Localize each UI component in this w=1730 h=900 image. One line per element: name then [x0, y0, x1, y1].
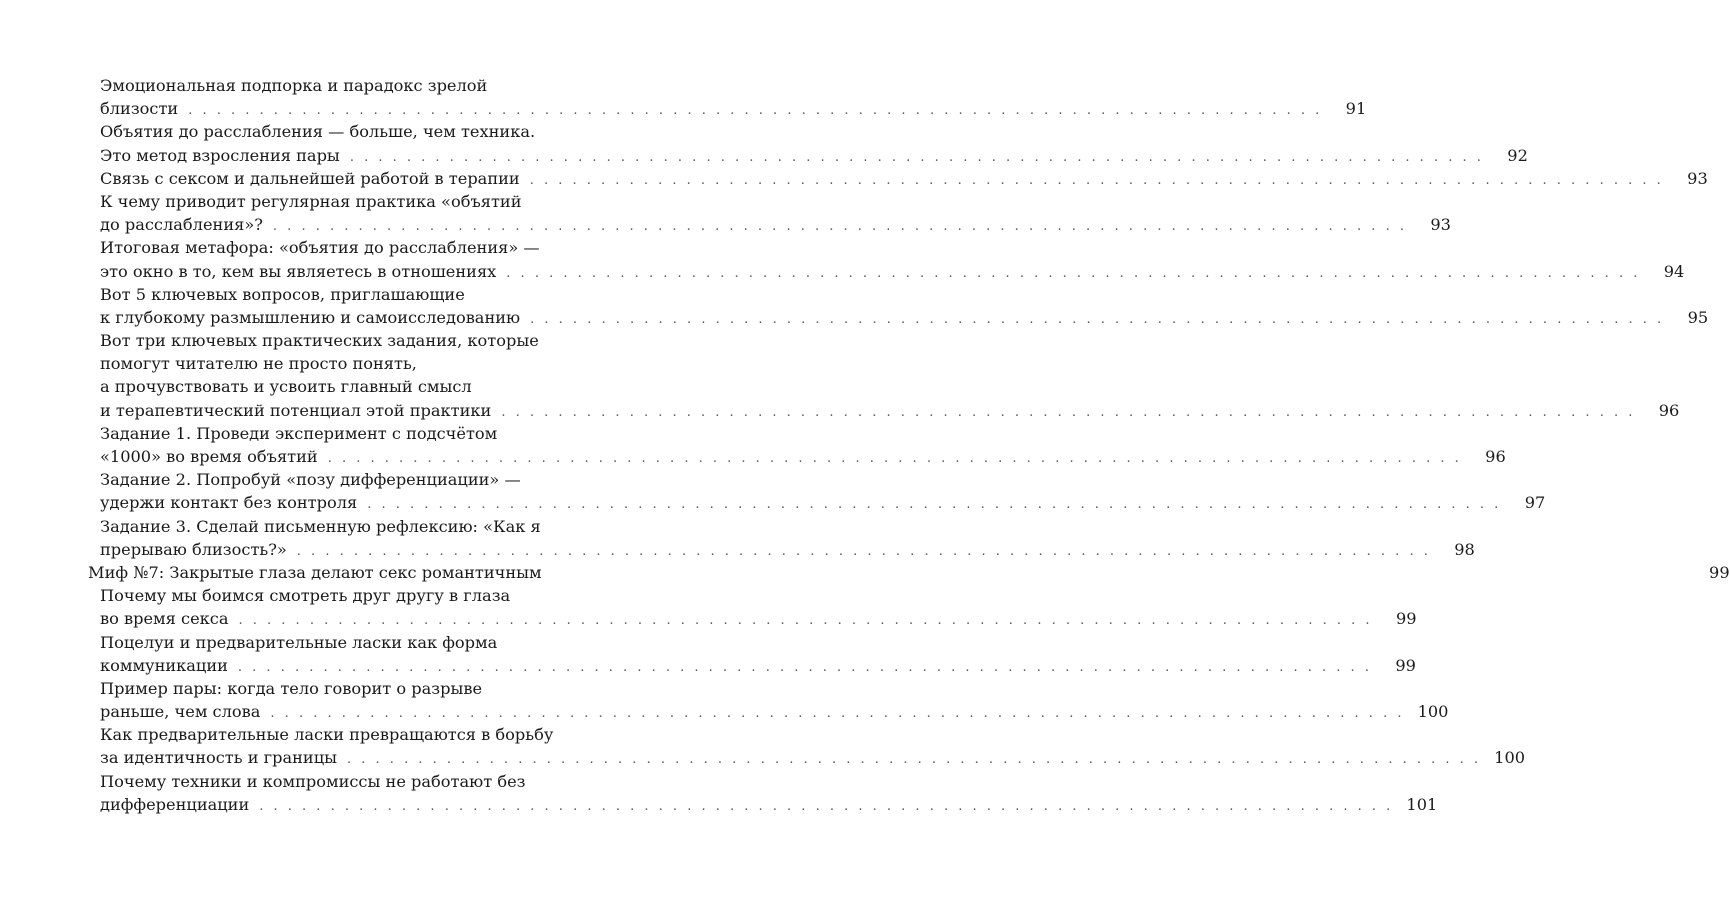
dot-leader: . . . . . . . . . . . . . . . . . . . . . . . . . . . . . . . . . . . . . . . . . . . . . . . . . . . . . . . . . . . . . . . . . . . . . . . . . . . . . . . .: [270, 706, 1405, 722]
toc-entry-title: прерываю близость?»: [100, 539, 287, 559]
toc-entry-title: Пример пары: когда тело говорит о разрыве: [100, 678, 483, 698]
toc-entry-line: [100, 607, 1417, 630]
toc-section-entry[interactable]: [0, 283, 1709, 329]
toc-entry-line: [100, 654, 1416, 677]
toc-section-entry[interactable]: [0, 120, 1528, 166]
page-number: 93: [1687, 168, 1708, 188]
page-number: 98: [1454, 539, 1475, 559]
page-number: 99: [1709, 562, 1730, 582]
dot-leader: . . . . . . . . . . . . . . . . . . . . . . . . . . . . . . . . . . . . . . . . . . . . . . . . . . . . . . . . . . . . . . . . . . . . . . . . . . . . . . . .: [501, 404, 1636, 420]
page-number: 96: [1485, 447, 1506, 466]
toc-entry-title: к глубокому размышлению и самоисследованию: [100, 307, 521, 327]
toc-entry-line: [100, 74, 620, 97]
toc-entry-title: Вот три ключевых практических задания, которые: [100, 331, 539, 351]
toc-entry-title: Вот 5 ключевых вопросов, приглашающие: [100, 284, 465, 304]
toc-entry-line: [100, 793, 1438, 816]
toc-entry-title: за идентичность и границы: [100, 748, 338, 768]
toc-section-entry[interactable]: [0, 422, 1506, 468]
toc-entry-line: [100, 491, 1546, 514]
toc-entry-line: [88, 561, 1730, 584]
toc-entry-line: [100, 746, 1526, 769]
toc-section-entry[interactable]: [0, 584, 1417, 630]
table-of-contents: [0, 74, 1730, 816]
toc-entry-line: [100, 538, 1475, 561]
toc-entry-line: [100, 260, 1685, 283]
toc-entry-title: Задание 3. Сделай письменную рефлексию: «Как я: [100, 516, 541, 536]
toc-entry-title: а прочувствовать и усвоить главный смысл: [100, 377, 472, 397]
dot-leader: . . . . . . . . . . . . . . . . . . . . . . . . . . . . . . . . . . . . . . . . . . . . . . . . . . . . . . . . . . . . . . . . . . . . . . . . . . . . . . . .: [296, 543, 1431, 559]
toc-entry-title: близости: [100, 99, 179, 119]
dot-leader: . . . . . . . . . . . . . . . . . . . . . . . . . . . . . . . . . . . . . . . . . . . . . . . . . . . . . . . . . . . . . . . . . . . . . . . . . . . . . . . .: [349, 149, 1484, 165]
page-number: 93: [1430, 215, 1451, 235]
toc-entry-title: Это метод взросления пары: [100, 145, 340, 165]
dot-leader: . . . . . . . . . . . . . . . . . . . . . . . . . . . . . . . . . . . . . . . . . . . . . . . . . . . . . . . . . . . . . . . . . . . . . . . . . . . . . . . .: [347, 752, 1482, 768]
dot-leader: . . . . . . . . . . . . . . . . . . . . . . . . . . . . . . . . . . . . . . . . . . . . . . . . . . . . . . . . . . . . . . . . . . . . . . . . . . . . . . . .: [238, 613, 1373, 629]
page-number: 97: [1524, 493, 1546, 513]
page-number: 95: [1687, 307, 1709, 327]
toc-entry-title: помогут читателю не просто понять,: [100, 354, 417, 374]
toc-entry-title: Итоговая метафора: «объятия до расслабления» —: [100, 238, 540, 258]
toc-entry-line: [100, 445, 1506, 468]
dot-leader: . . . . . . . . . . . . . . . . . . . . . . . . . . . . . . . . . . . . . . . . . . . . . . . . . . . . . . . . . . . . . . . . . . . . . . . . . . . . . . . .: [529, 172, 1664, 188]
dot-leader: . . . . . . . . . . . . . . . . . . . . . . . . . . . . . . . . . . . . . . . . . . . . . . . . . . . . . . . . . . . . . . . . . . . . . . . . . . . . . . . .: [188, 103, 1323, 119]
toc-entry-line: [100, 770, 620, 793]
toc-section-entry[interactable]: [0, 468, 1546, 514]
toc-entry-title: Задание 2. Попробуй «позу дифференциации» —: [100, 470, 521, 490]
page-number: 94: [1663, 261, 1685, 281]
toc-entry-line: [100, 422, 620, 445]
toc-entry-title: «1000» во время объятий: [100, 447, 318, 466]
toc-entry-line: [100, 120, 620, 143]
page-number: 100: [1417, 702, 1449, 722]
page-number: 100: [1494, 748, 1526, 768]
toc-entry-line: [100, 167, 1708, 190]
dot-leader: . . . . . . . . . . . . . . . . . . . . . . . . . . . . . . . . . . . . . . . . . . . . . . . . . . . . . . . . . . . . . . . . . . . . . . . . . . . . . . . .: [237, 659, 1372, 675]
toc-entry-title: и терапевтический потенциал этой практики: [100, 400, 492, 420]
toc-entry-title: удержи контакт без контроля: [100, 493, 358, 513]
toc-entry-title: Объятия до расслабления — больше, чем техника.: [100, 122, 536, 142]
toc-entry-title: раньше, чем слова: [100, 702, 261, 722]
toc-entry-line: [100, 306, 1709, 329]
dot-leader: . . . . . . . . . . . . . . . . . . . . . . . . . . . . . . . . . . . . . . . . . . . . . . . . . . . . . . . . . . . . . . . . . . . . . . . . . . . . . . . .: [530, 311, 1665, 327]
toc-entry-line: [100, 468, 620, 491]
page-number: 101: [1406, 794, 1438, 814]
toc-section-entry[interactable]: [0, 329, 1680, 422]
toc-entry-line: [100, 677, 620, 700]
toc-entry-line: [100, 352, 620, 375]
page-number: 96: [1658, 400, 1680, 420]
toc-entry-title: Почему мы боимся смотреть друг другу в глаза: [100, 586, 511, 606]
toc-section-entry[interactable]: [0, 236, 1685, 282]
toc-section-entry[interactable]: [0, 677, 1449, 723]
toc-entry-line: [100, 584, 620, 607]
toc-section-entry[interactable]: [0, 770, 1438, 816]
toc-entry-title: дифференциации: [100, 794, 250, 814]
dot-leader: . . . . . . . . . . . . . . . . . . . . . . . . . . . . . . . . . . . . . . . . . . . . . . . . . . . . . . . . . . . . . . . . . . . . . . . . . . . . . . . .: [506, 265, 1641, 281]
toc-entry-line: [100, 515, 620, 538]
toc-entry-title: Как предварительные ласки превращаются в борьбу: [100, 725, 554, 745]
toc-entry-title: Почему техники и компромиссы не работают без: [100, 771, 526, 791]
toc-entry-title: Эмоциональная подпорка и парадокс зрелой: [100, 76, 488, 95]
toc-entry-title: Связь с сексом и дальнейшей работой в терапии: [100, 168, 520, 188]
toc-entry-title: до расслабления»?: [100, 215, 263, 235]
toc-entry-line: [100, 97, 1367, 120]
toc-entry-line: [100, 236, 620, 259]
toc-section-entry[interactable]: [0, 515, 1475, 561]
toc-entry-title: коммуникации: [100, 655, 228, 675]
toc-section-entry[interactable]: [0, 631, 1416, 677]
toc-chapter-entry[interactable]: [0, 561, 1730, 584]
toc-entry-line: [100, 283, 620, 306]
toc-entry-line: [100, 190, 620, 213]
dot-leader: . . . . . . . . . . . . . . . . . . . . . . . . . . . . . . . . . . . . . . . . . . . . . . . . . . . . . . . . . . . . . . . . . . . . . . . . . . . . . . . .: [327, 451, 1462, 466]
toc-section-entry[interactable]: [0, 74, 1367, 120]
toc-entry-line: [100, 144, 1528, 167]
toc-entry-title: это окно в то, кем вы являетесь в отношениях: [100, 261, 497, 281]
toc-entry-title: Миф №7: Закрытые глаза делают секс романтичным: [88, 562, 542, 582]
dot-leader: . . . . . . . . . . . . . . . . . . . . . . . . . . . . . . . . . . . . . . . . . . . . . . . . . . . . . . . . . . . . . . . . . . . . . . . . . . . . . . . .: [259, 798, 1394, 814]
toc-entry-line: [100, 631, 620, 654]
toc-entry-title: Поцелуи и предварительные ласки как форма: [100, 632, 498, 652]
toc-entry-line: [100, 399, 1680, 422]
toc-entry-title: Задание 1. Проведи эксперимент с подсчётом: [100, 423, 498, 443]
page-number: 92: [1507, 145, 1528, 165]
page-number: 91: [1345, 99, 1367, 119]
toc-entry-title: во время секса: [100, 609, 229, 629]
toc-section-entry[interactable]: [0, 190, 1451, 236]
toc-section-entry[interactable]: [0, 167, 1708, 190]
dot-leader: . . . . . . . . . . . . . . . . . . . . . . . . . . . . . . . . . . . . . . . . . . . . . . . . . . . . . . . . . . . . . . . . . . . . . . . . . . . . . . . .: [272, 219, 1407, 235]
page-number: 99: [1395, 609, 1417, 629]
dot-leader: . . . . . . . . . . . . . . . . . . . . . . . . . . . . . . . . . . . . . . . . . . . . . . . . . . . . . . . . . . . . . . . . . . . . . . . . . . . . . . . .: [367, 497, 1502, 513]
toc-entry-line: [100, 329, 620, 352]
toc-entry-line: [100, 723, 620, 746]
toc-section-entry[interactable]: [0, 723, 1526, 769]
toc-entry-line: [100, 375, 620, 398]
page-number: 99: [1395, 655, 1416, 675]
toc-entry-title: К чему приводит регулярная практика «объятий: [100, 191, 522, 211]
toc-entry-line: [100, 700, 1449, 723]
toc-entry-line: [100, 213, 1451, 236]
